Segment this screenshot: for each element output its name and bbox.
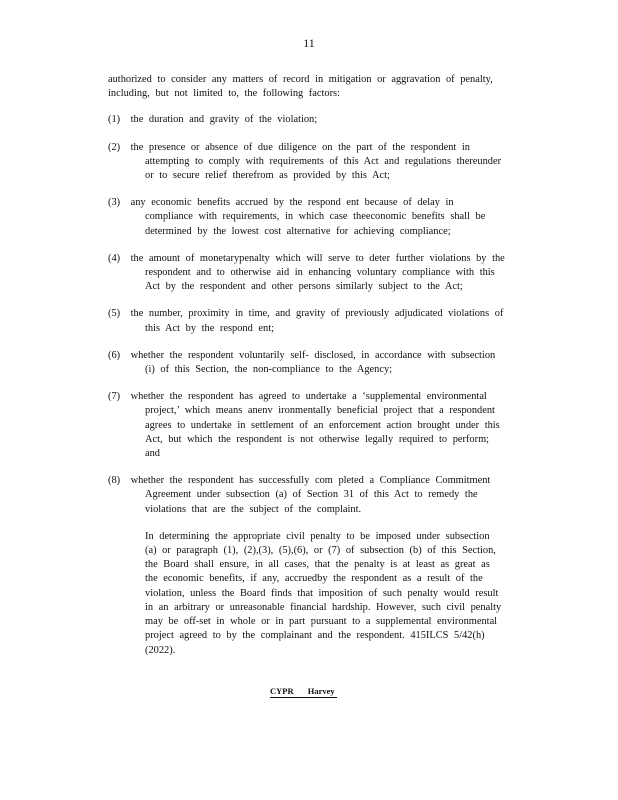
factor-item — [108, 252, 506, 295]
factor-number: (1) — [108, 114, 121, 126]
factor-item — [108, 307, 506, 335]
factor-number: (7) — [108, 391, 121, 403]
footer-signature — [270, 686, 337, 698]
factor-number: (8) — [108, 475, 121, 487]
factor-text: the amount of monetarypenalty which will serve to deter further violations by the respondent and to otherwise aid in enhancing voluntary compliance with this Act by the respondent and other persons similarly subject to the Act; — [130, 252, 505, 293]
factor-item — [108, 349, 506, 377]
factor-text: the presence or absence of due diligence on the part of the respondent in attempting to comply with requirements of this Act and regulations thereunder or to secure relief therefrom as provided by this Act; — [130, 141, 502, 182]
intro-paragraph: authorized to consider any matters of record in mitigation or aggravation of penalty, including, but not limited to, the following factors: — [108, 74, 493, 100]
factor-text: whether the respondent voluntarily self- disclosed, in accordance with subsection (i) of this Section, the non-compliance to the Agency; — [130, 349, 496, 376]
factor-item — [108, 196, 506, 239]
factor-text: the number, proximity in time, and gravity of previously adjudicated violations of this Act by the respond ent; — [130, 308, 504, 334]
factor-item — [108, 390, 506, 461]
factor-number: (2) — [108, 141, 121, 153]
factor-number: (6) — [108, 349, 121, 361]
factor-item — [108, 474, 506, 517]
footer-label: CYPR — [270, 686, 294, 696]
closing-paragraph: In determining the appropriate civil penalty to be imposed under subsection (a) or paragraph (1), (2),(3), (5),(6), or (7) of subsection (b) of this Section, the Board shall ensure, in all cases, that the penalty is at least as great as the economic benefits, if any, accruedby the respondent as a result of the violation, unless the Board finds that imposition of such penalty would result in an arbitrary or unreasonable financial hardship. However, such civil penalty may be off-set in whole or in part pursuant to a supplemental environmental project agreed to by the complainant and the respondent. 415ILCS 5/42(h) (2022). — [145, 530, 502, 656]
factor-text: whether the respondent has agreed to undertake a ‘supplemental environmental project,’ which means anenv ironmentally beneficial project that a respondent agrees to undertake in settlement of an enforcement action brought under this Act, but which the respondent is not otherwise legally required to perform; and — [130, 391, 500, 460]
factor-number: (5) — [108, 308, 121, 320]
factor-number: (4) — [108, 252, 121, 264]
factor-number: (3) — [108, 197, 121, 209]
factor-item — [108, 141, 506, 184]
factor-text: whether the respondent has successfully com pleted a Compliance Commitment Agreement under subsection (a) of Section 31 of this Act to remedy the violations that are the subject of the complaint. — [130, 475, 491, 515]
factor-item — [108, 113, 506, 127]
factor-text: the duration and gravity of the violation; — [130, 114, 318, 126]
document-body — [108, 73, 506, 658]
factor-text: any economic benefits accrued by the respond ent because of delay in compliance with requirements, in which case theeconomic benefits shall be determined by the lowest cost alternative for achieving compliance; — [130, 197, 486, 237]
footer-name: Harvey — [307, 686, 335, 696]
page-number: 11 — [303, 36, 315, 50]
